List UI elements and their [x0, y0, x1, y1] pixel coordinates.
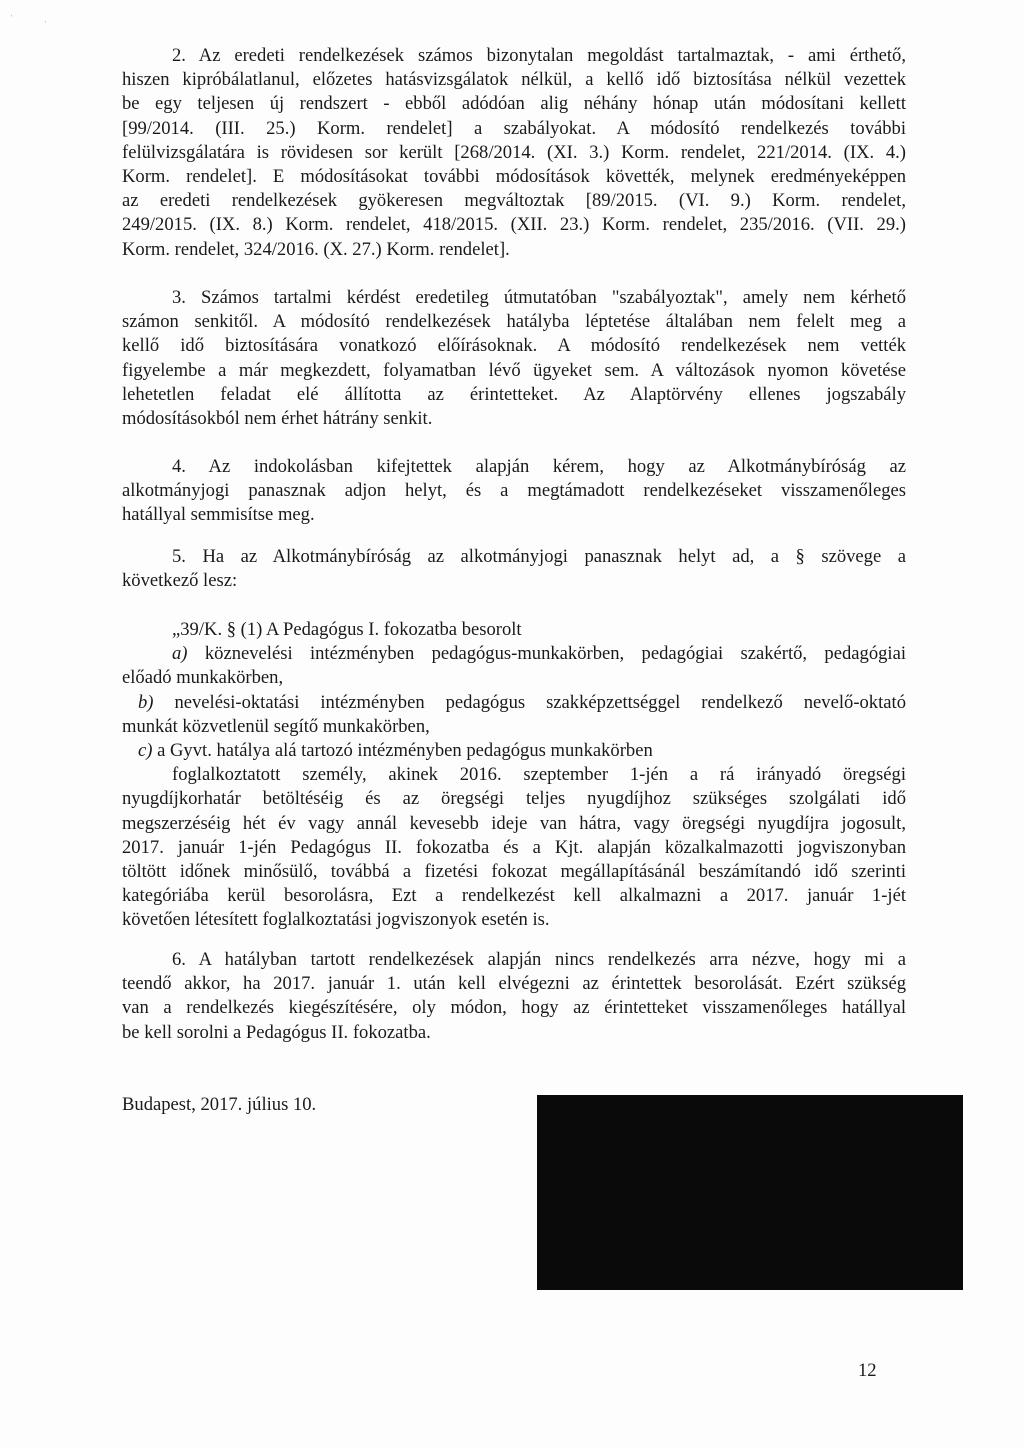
point-a-text: köznevelési intézményben pedagógus-munkakörben, pedagógiai szakértő, pedagógiai	[187, 643, 906, 665]
paragraph-4-line: hatállyal semmisítse meg.	[122, 504, 315, 526]
place-and-date: Budapest, 2017. július 10.	[122, 1094, 317, 1115]
paragraph-2-line: 2. Az eredeti rendelkezések számos bizonytalan megoldást tartalmaztak, - ami érthető,	[172, 45, 906, 66]
proposed-text-line: megszerzéséig hét év vagy annál kevesebb ideje van hátra, vagy öregségi nyugdíjra jogosult,	[122, 812, 906, 834]
paragraph-3-line: figyelembe a már megkezdett, folyamatban lévő ügyeket sem. A változások nyomon követése	[122, 359, 906, 381]
paragraph-2-line: hiszen kipróbálatlanul, előzetes hatásvizsgálatok nélkül, a kellő idő biztosítása nélkül vezettek	[122, 69, 906, 91]
point-c-mark: c)	[138, 740, 153, 762]
redacted-signature-block	[537, 1095, 963, 1290]
proposed-text-line: nyugdíjkorhatár betöltéséig és az öregségi teljes nyugdíjhoz szükséges szolgálati idő	[122, 788, 906, 810]
proposed-text-line: 2017. január 1-jén Pedagógus II. fokozatba és a Kjt. alapján közalkalmazotti jogviszonyban	[122, 836, 906, 858]
proposed-text-line: kategóriába kerül besorolásra, Ezt a rendelkezést kell alkalmazni a 2017. január 1-jét	[122, 885, 906, 907]
point-c-text: a Gyvt. hatálya alá tartozó intézményben pedagógus munkakörben	[152, 740, 653, 762]
paragraph-6	[122, 948, 906, 1045]
paragraph-2-line: be egy teljesen új rendszert - ebből adódóan alig néhány hónap után módosítani kellett	[122, 93, 906, 115]
paragraph-2-line: [99/2014. (III. 25.) Korm. rendelet] a szabályokat. A módosító rendelkezés további	[122, 117, 906, 139]
point-b-mark: b)	[138, 691, 154, 713]
paragraph-5-line: 5. Ha az Alkotmánybíróság az alkotmányjogi panasznak helyt ad, a § szövege a	[172, 546, 906, 567]
paragraph-4-line: 4. Az indokolásban kifejtettek alapján kérem, hogy az Alkotmánybíróság az	[172, 456, 906, 477]
paragraph-2-line: Korm. rendelet, 324/2016. (X. 27.) Korm. rendelet].	[122, 238, 510, 260]
paragraph-3-line: számon senkitől. A módosító rendelkezések hatályba léptetése általában nem felelt meg a	[122, 311, 906, 333]
paragraph-2-line: az eredeti rendelkezések gyökeresen megváltoztak [89/2015. (VI. 9.) Korm. rendelet,	[122, 190, 906, 212]
scan-mark-right: ˌ	[44, 12, 48, 23]
paragraph-6-line: teendő akkor, ha 2017. január 1. után kell elvégezni az érintettek besorolását. Ezért szükség	[122, 973, 906, 995]
paragraph-3-line: 3. Számos tartalmi kérdést eredetileg útmutatóban "szabályoztak", amely nem kérhető	[172, 287, 906, 308]
proposed-text-line: töltött időnek minősülő, továbbá a fizetési fokozat megállapításánál beszámítandó idő szerinti	[122, 861, 906, 883]
point-b-line	[122, 691, 906, 715]
paragraph-6-line: be kell sorolni a Pedagógus II. fokozatba.	[122, 1021, 431, 1043]
point-b-text: nevelési-oktatási intézményben pedagógus szakképzettséggel rendelkező nevelő-oktató	[153, 691, 906, 713]
point-c-line	[122, 739, 906, 763]
paragraph-2-line: Korm. rendelet]. E módosításokat további módosítások követték, melynek eredményeképpen	[122, 166, 906, 188]
point-b-line-2: munkát közvetlenül segítő munkakörben,	[122, 715, 430, 737]
scan-mark-left: ˌ	[10, 6, 14, 17]
paragraph-2-line: 249/2015. (IX. 8.) Korm. rendelet, 418/2015. (XII. 23.) Korm. rendelet, 235/2016. (VII. 29.)	[122, 214, 906, 236]
page-number: 12	[858, 1360, 877, 1381]
paragraph-6-line: van a rendelkezés kiegészítésére, oly módon, hogy az érintetteket visszamenőleges hatállyal	[122, 997, 906, 1019]
proposed-text-line: követően létesített foglalkoztatási jogviszonyok esetén is.	[122, 909, 550, 931]
paragraph-3-line: módosításokból nem érhet hátrány senkit.	[122, 408, 433, 430]
paragraph-6-line: 6. A hatályban tartott rendelkezések alapján nincs rendelkezés arra nézve, hogy mi a	[172, 949, 906, 970]
point-a-mark: a)	[172, 643, 188, 665]
paragraph-3	[122, 286, 906, 431]
paragraph-2	[122, 44, 906, 262]
paragraph-5-line: következő lesz:	[122, 570, 238, 592]
proposed-text	[122, 618, 906, 933]
paragraph-4	[122, 455, 906, 528]
point-a-line-2: előadó munkakörben,	[122, 667, 284, 689]
point-a-line	[122, 642, 906, 666]
paragraph-3-line: kellő idő biztosítására vonatkozó előírásoknak. A módosító rendelkezések nem vették	[122, 335, 906, 357]
paragraph-2-line: felülvizsgálatára is rövidesen sor került [268/2014. (XI. 3.) Korm. rendelet, 221/2014. (IX. 4.)	[122, 141, 906, 163]
proposed-text-line: foglalkoztatott személy, akinek 2016. szeptember 1-jén a rá irányadó öregségi	[172, 764, 906, 786]
paragraph-5	[122, 545, 906, 593]
paragraph-4-line: alkotmányjogi panasznak adjon helyt, és a megtámadott rendelkezéseket visszamenőleges	[122, 480, 906, 502]
proposed-text-head: „39/K. § (1) A Pedagógus I. fokozatba besorolt	[172, 619, 522, 640]
paragraph-3-line: lehetetlen feladat elé állította az érintetteket. Az Alaptörvény ellenes jogszabály	[122, 383, 906, 405]
